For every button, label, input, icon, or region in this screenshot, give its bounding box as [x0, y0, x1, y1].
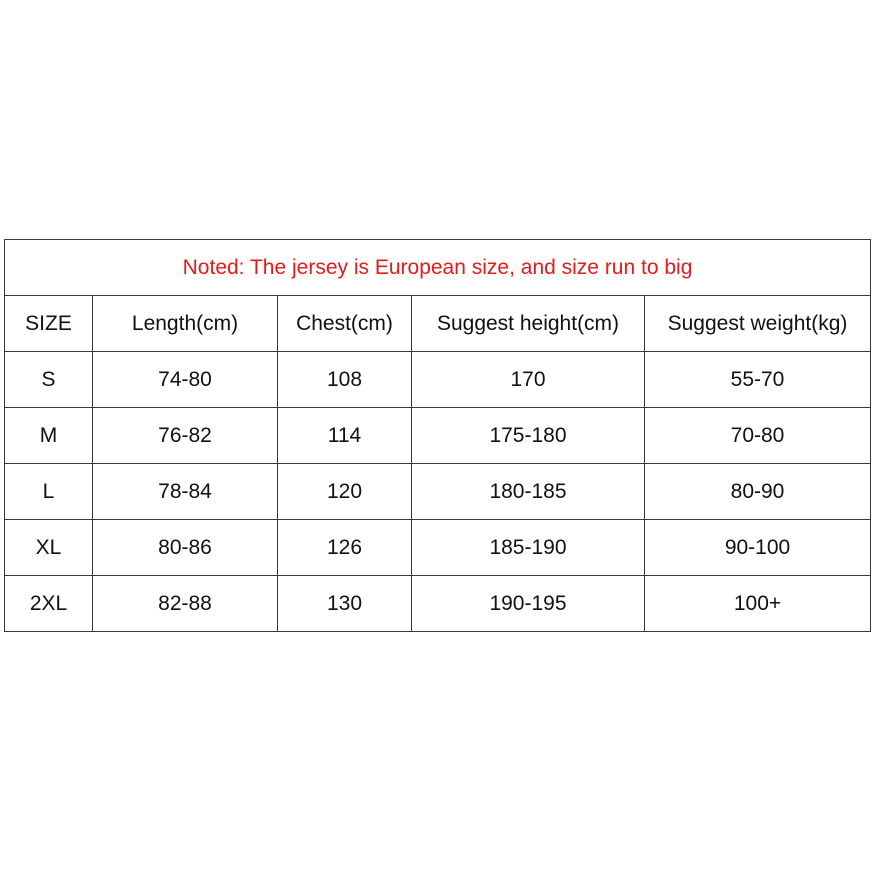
weight-cell: 90-100: [645, 520, 871, 576]
header-row: [5, 296, 871, 352]
height-cell: 175-180: [412, 408, 645, 464]
header-weight: Suggest weight(kg): [645, 296, 871, 352]
chest-cell: 130: [278, 576, 412, 632]
height-cell: 180-185: [412, 464, 645, 520]
size-chart-table: [4, 239, 871, 632]
chest-cell: 114: [278, 408, 412, 464]
note-row: [5, 240, 871, 296]
length-cell: 78-84: [93, 464, 278, 520]
length-cell: 82-88: [93, 576, 278, 632]
header-size: SIZE: [5, 296, 93, 352]
header-length: Length(cm): [93, 296, 278, 352]
size-cell: 2XL: [5, 576, 93, 632]
length-cell: 76-82: [93, 408, 278, 464]
length-cell: 80-86: [93, 520, 278, 576]
chest-cell: 126: [278, 520, 412, 576]
size-cell: S: [5, 352, 93, 408]
table-row: [5, 352, 871, 408]
height-cell: 185-190: [412, 520, 645, 576]
weight-cell: 80-90: [645, 464, 871, 520]
chest-cell: 120: [278, 464, 412, 520]
weight-cell: 100+: [645, 576, 871, 632]
weight-cell: 55-70: [645, 352, 871, 408]
table-row: [5, 408, 871, 464]
weight-cell: 70-80: [645, 408, 871, 464]
size-cell: XL: [5, 520, 93, 576]
size-note: Noted: The jersey is European size, and size run to big: [5, 240, 871, 296]
height-cell: 170: [412, 352, 645, 408]
chest-cell: 108: [278, 352, 412, 408]
length-cell: 74-80: [93, 352, 278, 408]
table-row: [5, 464, 871, 520]
table-row: [5, 576, 871, 632]
size-cell: L: [5, 464, 93, 520]
header-height: Suggest height(cm): [412, 296, 645, 352]
header-chest: Chest(cm): [278, 296, 412, 352]
height-cell: 190-195: [412, 576, 645, 632]
size-cell: M: [5, 408, 93, 464]
table-row: [5, 520, 871, 576]
